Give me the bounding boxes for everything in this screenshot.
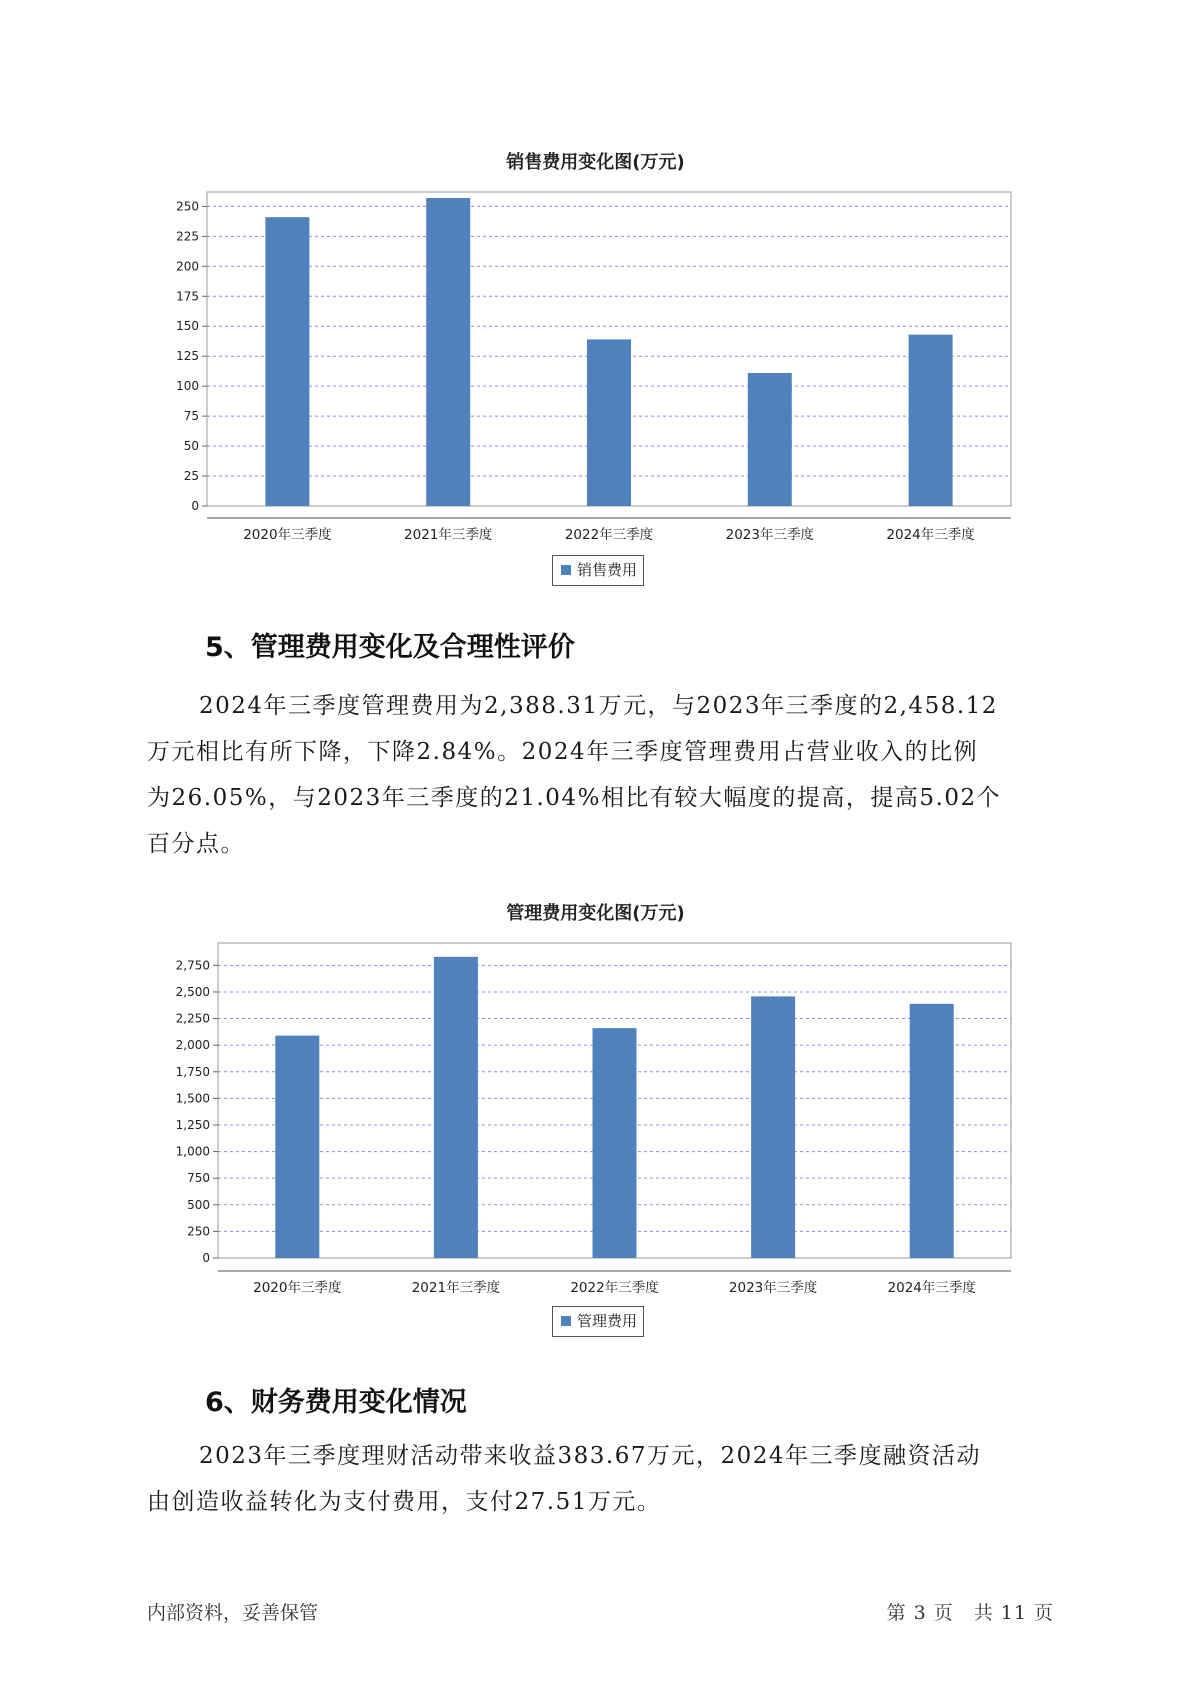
- paragraph-line: 万元相比有所下降，下降2.84%。2024年三季度管理费用占营业收入的比例: [147, 739, 979, 765]
- y-tick-label: 100: [176, 379, 199, 394]
- legend-label: 销售费用: [577, 561, 638, 579]
- x-tick-label: 2020年三季度: [243, 527, 332, 543]
- y-tick-label: 2,250: [175, 1011, 210, 1026]
- paragraph-line: 2024年三季度管理费用为2,388.31万元，与2023年三季度的2,458.12: [199, 693, 998, 719]
- legend-label: 管理费用: [577, 1312, 638, 1330]
- y-tick-label: 2,000: [175, 1038, 210, 1053]
- x-tick-label: 2020年三季度: [253, 1280, 342, 1296]
- legend-swatch: [561, 1316, 571, 1326]
- paragraph-line: 百分点。: [147, 831, 245, 857]
- y-tick-label: 250: [187, 1224, 210, 1239]
- bar: [751, 996, 795, 1258]
- paragraph-line: 为26.05%，与2023年三季度的21.04%相比有较大幅度的提高，提高5.02个: [147, 785, 1002, 811]
- footer-confidential-note: 内部资料，妥善保管: [147, 1602, 319, 1624]
- section-6-heading: 6、财务费用变化情况: [205, 1387, 467, 1418]
- bar: [910, 1004, 954, 1258]
- y-tick-label: 25: [183, 469, 199, 484]
- y-tick-label: 225: [176, 229, 199, 244]
- x-tick-label: 2023年三季度: [728, 1280, 818, 1296]
- y-tick-label: 1,000: [175, 1144, 210, 1159]
- x-tick-label: 2021年三季度: [411, 1280, 501, 1296]
- y-tick-label: 750: [187, 1171, 210, 1186]
- section-5-heading: 5、管理费用变化及合理性评价: [205, 632, 575, 663]
- sales-chart-title: 销售费用变化图(万元): [506, 152, 685, 173]
- x-tick-label: 2024年三季度: [887, 1280, 976, 1296]
- bar: [593, 1028, 637, 1258]
- y-tick-label: 50: [183, 439, 199, 454]
- y-tick-label: 150: [176, 319, 199, 334]
- y-tick-label: 200: [176, 259, 199, 274]
- paragraph-line: 由创造收益转化为支付费用，支付27.51万元。: [147, 1489, 662, 1515]
- y-tick-label: 2,500: [175, 984, 210, 999]
- y-tick-label: 1,750: [175, 1064, 210, 1079]
- section-6-paragraph: [147, 1433, 1047, 1525]
- paragraph-line: 2023年三季度理财活动带来收益383.67万元，2024年三季度融资活动: [199, 1443, 982, 1469]
- x-tick-label: 2024年三季度: [886, 527, 975, 543]
- y-tick-label: 250: [176, 199, 199, 214]
- y-tick-label: 500: [187, 1197, 210, 1212]
- x-tick-label: 2022年三季度: [570, 1280, 659, 1296]
- y-tick-label: 175: [176, 289, 199, 304]
- y-tick-label: 0: [191, 499, 199, 513]
- y-tick-label: 0: [202, 1251, 210, 1265]
- bar: [275, 1036, 319, 1258]
- x-tick-label: 2021年三季度: [404, 527, 493, 543]
- admin-chart-title: 管理费用变化图(万元): [506, 903, 685, 924]
- x-tick-label: 2022年三季度: [564, 527, 654, 543]
- bar: [434, 957, 478, 1258]
- footer-page-number: 第 3 页 共 11 页: [886, 1602, 1054, 1624]
- y-tick-label: 2,750: [175, 958, 210, 973]
- y-tick-label: 1,500: [175, 1091, 210, 1106]
- admin-chart-legend: [552, 1306, 644, 1337]
- x-tick-label: 2023年三季度: [725, 527, 814, 543]
- y-tick-label: 75: [183, 409, 199, 424]
- y-tick-label: 1,250: [175, 1117, 210, 1132]
- y-tick-label: 125: [176, 349, 199, 364]
